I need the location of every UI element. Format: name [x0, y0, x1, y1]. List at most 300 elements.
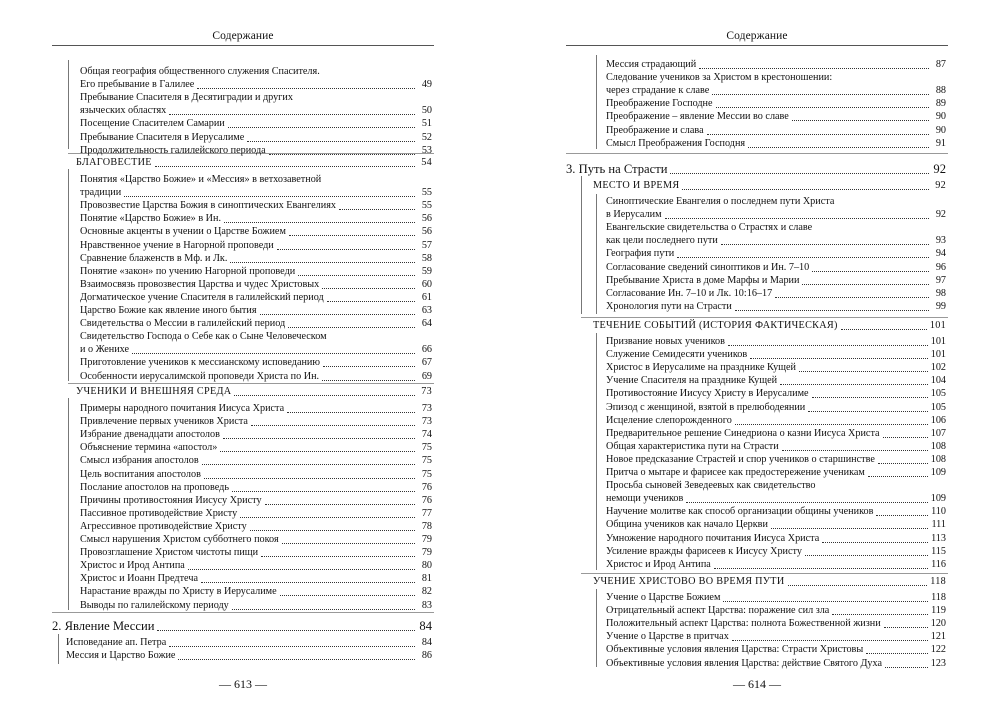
toc-entry — [606, 467, 946, 479]
dot-leader — [716, 107, 929, 108]
toc-entry — [606, 336, 946, 348]
dot-leader — [277, 249, 415, 250]
dot-leader — [202, 464, 415, 465]
toc-entry — [606, 618, 946, 630]
dot-leader — [782, 450, 928, 451]
toc-entry-title: Противостояние Иисусу Христу в Иерусалиме — [606, 388, 809, 400]
toc-entry-title: Понятие «Царство Божие» в Ин. — [80, 213, 222, 225]
page-number: — 614 — — [733, 677, 781, 691]
toc-entry-page: 75 — [421, 442, 432, 454]
toc-entry — [80, 105, 432, 117]
toc-entry-title: Царство Божие как явление иного бытия — [80, 305, 257, 316]
toc-entry — [80, 200, 432, 212]
group-bar — [581, 176, 582, 314]
dot-leader — [339, 209, 415, 210]
toc-entry — [606, 301, 946, 313]
dot-leader — [799, 371, 928, 372]
toc-entry-page: 84 — [421, 637, 432, 648]
dot-leader — [748, 147, 929, 148]
toc-entry — [606, 209, 946, 221]
group-bar — [58, 634, 59, 664]
toc-entry-page: 120 — [930, 618, 946, 630]
toc-entry — [80, 508, 432, 520]
toc-entry-page: 97 — [935, 274, 946, 286]
dot-leader — [327, 301, 415, 302]
toc-entry-page: 76 — [421, 494, 432, 506]
toc-entry-title: Христос и Иоанн Предтеча — [80, 573, 198, 585]
toc-entry-title: немощи учеников — [606, 493, 684, 505]
toc-entry — [80, 521, 432, 533]
toc-entry-title: Предварительное решение Синедриона о казни Иисуса Христа — [606, 427, 880, 439]
toc-entry-title: Эпизод с женщиной, взятой в прелюбодеянии — [606, 401, 806, 413]
toc-entry-title: Служение Семидесяти учеников — [606, 349, 748, 361]
toc-entry-page: 115 — [931, 545, 946, 557]
group-bar — [68, 398, 69, 610]
toc-entry — [80, 279, 432, 291]
toc-entry-page: 106 — [930, 414, 946, 426]
toc-entry — [606, 480, 946, 492]
toc-entry-page: 53 — [421, 144, 432, 156]
toc-entry-title: Взаимосвязь провозвестия Царства и чудес Христовых — [80, 278, 320, 290]
group-bar — [68, 169, 69, 381]
page-number: — 613 — — [219, 677, 267, 691]
dot-leader — [780, 384, 928, 385]
toc-entry — [606, 402, 946, 414]
toc-entry-page: 83 — [421, 599, 432, 611]
toc-entry-page: 55 — [421, 200, 432, 212]
toc-entry-page: 57 — [421, 239, 432, 251]
toc-entry — [606, 546, 946, 558]
toc-entry-title: Исцеление слепорожденного — [606, 414, 732, 426]
group-divider — [581, 573, 948, 574]
dot-leader — [178, 659, 415, 660]
toc-entry-title: Пребывание Спасителя в Иерусалиме — [80, 131, 245, 143]
toc-chapter-entry: 3. Путь на Страсти 92 — [566, 162, 946, 176]
toc-entry-page: 69 — [421, 370, 432, 382]
dot-leader — [735, 424, 928, 425]
toc-entry-title: Преображение и слава — [606, 124, 704, 136]
toc-entry-page: 64 — [421, 318, 432, 330]
toc-entry-title: Понятие «закон» по учению Нагорной проповеди — [80, 265, 296, 277]
toc-entry-title: Свидетельства о Мессии в галилейский период — [80, 318, 286, 330]
toc-entry-title: Согласование сведений синоптиков и Ин. 7–10 — [606, 261, 810, 273]
toc-entry — [80, 145, 432, 157]
toc-entry-title: Христос и Ирод Антипа — [80, 560, 185, 572]
toc-entry-page: 98 — [935, 287, 946, 299]
toc-entry — [606, 559, 946, 571]
toc-entry-title: Примеры народного почитания Иисуса Христа — [80, 403, 285, 414]
toc-entry-title: языческих областях — [80, 105, 167, 117]
toc-entry-page: 81 — [421, 573, 432, 585]
toc-entry-title: Свидетельство Господа о Себе как о Сыне Человеческом — [80, 331, 327, 343]
dot-leader — [812, 271, 929, 272]
toc-entry-page: 76 — [421, 481, 432, 493]
toc-entry — [606, 262, 946, 274]
dot-leader — [232, 609, 415, 610]
dot-leader — [220, 451, 415, 452]
group-bar — [596, 194, 597, 314]
toc-entry — [80, 213, 432, 225]
dot-leader — [250, 530, 415, 531]
toc-entry — [80, 416, 432, 428]
toc-entry-title: Положительный аспект Царства: полнота Божественной жизни — [606, 618, 881, 630]
toc-entry — [80, 344, 432, 356]
group-divider — [566, 153, 948, 154]
group-divider — [52, 612, 434, 613]
toc-entry-title: Согласование Ин. 7–10 и Лк. 10:16–17 — [606, 287, 773, 299]
toc-entry — [80, 442, 432, 454]
toc-entry — [606, 605, 946, 617]
dot-leader — [201, 582, 415, 583]
toc-entry — [606, 196, 946, 208]
toc-entry-title: Провозвестие Царства Божия в синоптических Евангелиях — [80, 200, 336, 212]
toc-entry-page: 87 — [935, 59, 946, 70]
dot-leader — [232, 491, 415, 492]
toc-entry-title: Выводы по галилейскому периоду — [80, 599, 229, 611]
group-divider — [581, 317, 948, 318]
toc-entry-page: 78 — [421, 520, 432, 532]
toc-entry-page: 67 — [421, 357, 432, 369]
toc-entry — [66, 650, 432, 662]
toc-entry — [80, 174, 432, 186]
toc-entry-page: 89 — [935, 98, 946, 110]
header-rule — [52, 45, 434, 46]
toc-entry-page: 109 — [930, 467, 946, 478]
toc-entry-title: Догматическое учение Спасителя в галилейский период — [80, 291, 324, 303]
dot-leader — [884, 627, 928, 628]
dot-leader — [721, 244, 929, 245]
dot-leader — [282, 543, 415, 544]
toc-entry-page: 88 — [935, 85, 946, 97]
toc-section-entry: БЛАГОВЕСТИЕ 54 — [76, 157, 432, 168]
dot-leader — [265, 504, 415, 505]
dot-leader — [322, 288, 415, 289]
toc-entry-page: 73 — [421, 416, 432, 428]
toc-entry — [606, 388, 946, 400]
toc-entry — [606, 288, 946, 300]
dot-leader — [223, 438, 415, 439]
toc-entry — [606, 533, 946, 545]
dot-leader — [686, 502, 927, 503]
toc-entry — [606, 275, 946, 287]
toc-entry-page: 101 — [930, 336, 946, 347]
toc-entry-title: Синоптические Евангелия о последнем пути Христа — [606, 196, 835, 207]
toc-entry — [80, 331, 432, 343]
group-divider — [68, 383, 434, 384]
toc-entry-page: 109 — [930, 493, 946, 505]
toc-entry — [606, 235, 946, 247]
dot-leader — [240, 517, 415, 518]
dot-leader — [169, 646, 415, 647]
dot-leader — [224, 222, 415, 223]
toc-entry-page: 55 — [421, 187, 432, 199]
dot-leader — [707, 134, 929, 135]
dot-leader — [322, 380, 415, 381]
dot-leader — [288, 327, 415, 328]
toc-entry-title: Следование учеников за Христом в крестоношении: — [606, 72, 833, 84]
toc-entry-title: Призвание новых учеников — [606, 336, 725, 347]
toc-entry — [80, 371, 432, 383]
toc-entry-page: 90 — [935, 111, 946, 123]
toc-entry-title: Объективные условия явления Царства: действие Святого Духа — [606, 657, 883, 669]
toc-entry-page: 113 — [931, 532, 946, 544]
toc-entry-title: Приготовление учеников к мессианскому исповеданию — [80, 357, 320, 369]
toc-entry-page: 118 — [931, 592, 946, 603]
toc-entry — [80, 455, 432, 467]
toc-entry-page: 121 — [930, 631, 946, 643]
toc-entry-page: 56 — [421, 226, 432, 238]
toc-entry-page: 111 — [931, 519, 946, 531]
toc-entry — [80, 226, 432, 238]
toc-entry-title: Особенности иерусалимской проповеди Христа по Ин. — [80, 370, 320, 382]
toc-entry — [606, 519, 946, 531]
toc-entry-page: 91 — [935, 137, 946, 149]
dot-leader — [289, 235, 415, 236]
toc-entry — [606, 506, 946, 518]
toc-entry-title: Смысл нарушения Христом субботнего покоя — [80, 534, 279, 545]
toc-entry-title: Просьба сыновей Зеведеевых как свидетельство — [606, 480, 816, 492]
dot-leader — [124, 196, 415, 197]
toc-entry-page: 116 — [931, 558, 946, 570]
toc-entry — [606, 658, 946, 670]
toc-entry-page: 108 — [930, 453, 946, 465]
toc-entry-page: 110 — [931, 506, 946, 518]
toc-entry-page: 107 — [930, 427, 946, 439]
toc-entry-title: как цели последнего пути — [606, 235, 718, 247]
toc-entry — [80, 118, 432, 130]
toc-entry-title: Христос и Ирод Антипа — [606, 558, 711, 570]
dot-leader — [775, 297, 929, 298]
toc-entry-title: Преображение Господне — [606, 98, 713, 110]
toc-entry-title: Мессия страдающий — [606, 59, 697, 70]
toc-entry — [80, 534, 432, 546]
toc-entry-title: Учение о Царстве Божием — [606, 592, 721, 603]
toc-entry — [606, 222, 946, 234]
toc-entry-title: традиции — [80, 187, 122, 199]
toc-entry-title: Основные акценты в учении о Царстве Божием — [80, 226, 286, 238]
toc-entry — [606, 138, 946, 150]
toc-entry-page: 74 — [421, 429, 432, 441]
dot-leader — [728, 345, 928, 346]
toc-entry-page: 73 — [421, 403, 432, 414]
dot-leader — [287, 412, 415, 413]
toc-entry-title: Учение Спасителя на празднике Кущей — [606, 375, 778, 387]
toc-entry — [606, 428, 946, 440]
dot-leader — [712, 94, 929, 95]
toc-entry-title: через страдание к славе — [606, 85, 710, 97]
toc-entry-page: 105 — [930, 388, 946, 400]
toc-entry — [606, 493, 946, 505]
toc-entry — [80, 253, 432, 265]
toc-entry-page: 79 — [421, 547, 432, 559]
dot-leader — [251, 425, 415, 426]
toc-entry-page: 99 — [935, 300, 946, 312]
toc-entry-title: Посещение Спасителем Самарии — [80, 118, 225, 130]
toc-entry-title: Провозглашение Христом чистоты пищи — [80, 547, 259, 559]
toc-entry-page: 79 — [421, 534, 432, 545]
toc-entry-page: 80 — [421, 560, 432, 572]
dot-leader — [802, 284, 929, 285]
toc-entry-title: Продолжительность галилейского периода — [80, 144, 266, 156]
dot-leader — [812, 397, 928, 398]
toc-entry — [606, 631, 946, 643]
dot-leader — [269, 154, 415, 155]
toc-entry-title: Общая характеристика пути на Страсти — [606, 440, 779, 452]
toc-entry — [606, 415, 946, 427]
dot-leader — [883, 437, 928, 438]
toc-entry — [606, 362, 946, 374]
toc-entry — [606, 59, 946, 71]
toc-entry — [606, 248, 946, 260]
toc-chapter-entry: 2. Явление Мессии 84 — [52, 619, 432, 633]
toc-entry-page: 96 — [935, 261, 946, 273]
toc-entry-page: 66 — [421, 344, 432, 356]
toc-entry-title: Послание апостолов на проповедь — [80, 481, 229, 493]
toc-entry-page: 60 — [421, 278, 432, 290]
toc-entry-page: 105 — [930, 401, 946, 413]
toc-entry-title: Объективные условия явления Царства: Страсти Христовы — [606, 644, 864, 656]
dot-leader — [808, 411, 927, 412]
toc-section-entry: УЧЕНИКИ И ВНЕШНЯЯ СРЕДА 73 — [76, 386, 432, 397]
dot-leader — [885, 667, 928, 668]
toc-entry-title: Пассивное противодействие Христу — [80, 507, 238, 519]
toc-entry — [80, 92, 432, 104]
toc-entry-page: 50 — [421, 105, 432, 117]
toc-entry-title: Цель воспитания апостолов — [80, 468, 201, 480]
toc-entry-title: Исповедание ап. Петра — [66, 637, 167, 648]
toc-entry-page: 86 — [421, 650, 432, 662]
toc-entry-title: Отрицательный аспект Царства: поражение сил зла — [606, 605, 830, 617]
toc-entry — [80, 132, 432, 144]
toc-entry-title: Научение молитве как способ организации общины учеников — [606, 506, 874, 518]
toc-entry-title: Избрание двенадцати апостолов — [80, 429, 220, 441]
toc-entry-title: Учение о Царстве в притчах — [606, 631, 729, 643]
toc-entry — [80, 292, 432, 304]
toc-entry — [80, 482, 432, 494]
toc-entry-page: 63 — [421, 305, 432, 316]
toc-entry — [80, 429, 432, 441]
group-bar — [596, 589, 597, 667]
toc-entry — [80, 547, 432, 559]
toc-entry — [80, 66, 432, 78]
dot-leader — [261, 556, 415, 557]
dot-leader — [876, 515, 928, 516]
toc-section-entry: ТЕЧЕНИЕ СОБЫТИЙ (ИСТОРИЯ ФАКТИЧЕСКАЯ) 101 — [593, 320, 946, 331]
toc-entry-page: 49 — [421, 79, 432, 91]
toc-entry — [606, 644, 946, 656]
toc-entry-title: Христос в Иерусалиме на празднике Кущей — [606, 362, 796, 374]
toc-entry — [80, 469, 432, 481]
dot-leader — [665, 218, 929, 219]
toc-entry — [80, 573, 432, 585]
toc-section-entry: УЧЕНИЕ ХРИСТОВО ВО ВРЕМЯ ПУТИ 118 — [593, 576, 946, 587]
toc-entry-page: 90 — [935, 124, 946, 136]
toc-entry-title: Евангельские свидетельства о Страстях и славе — [606, 222, 813, 234]
toc-entry — [80, 187, 432, 199]
toc-entry-title: Преображение – явление Мессии во славе — [606, 111, 789, 123]
toc-entry-page: 119 — [931, 605, 946, 617]
toc-entry-page: 102 — [930, 362, 946, 374]
toc-entry-title: Нравственное учение в Нагорной проповеди — [80, 239, 274, 251]
dot-leader — [866, 653, 928, 654]
toc-entry-title: Мессия и Царство Божие — [66, 650, 176, 662]
dot-leader — [878, 463, 928, 464]
toc-entry-page: 58 — [421, 252, 432, 264]
toc-entry-title: Усиление вражды фарисеев к Иисусу Христу — [606, 545, 802, 557]
toc-entry — [606, 125, 946, 137]
toc-entry-page: 94 — [935, 248, 946, 260]
toc-entry — [80, 79, 432, 91]
toc-entry — [80, 318, 432, 330]
toc-entry-page: 93 — [935, 235, 946, 247]
dot-leader — [228, 127, 415, 128]
toc-entry — [80, 560, 432, 572]
dot-leader — [260, 314, 415, 315]
dot-leader — [868, 476, 928, 477]
toc-entry — [80, 357, 432, 369]
toc-entry-title: Понятия «Царство Божие» и «Мессия» в ветхозаветной — [80, 174, 322, 185]
toc-section-entry: МЕСТО И ВРЕМЯ 92 — [593, 180, 946, 191]
toc-entry-page: 92 — [935, 209, 946, 221]
dot-leader — [169, 114, 415, 115]
toc-entry-page: 59 — [421, 265, 432, 277]
toc-entry-title: Пребывание Спасителя в Десятиградии и других — [80, 92, 293, 104]
toc-entry — [606, 454, 946, 466]
toc-entry-title: в Иерусалим — [606, 209, 662, 221]
toc-entry-title: Причины противостояния Иисусу Христу — [80, 494, 262, 506]
toc-entry — [80, 305, 432, 317]
dot-leader — [132, 353, 415, 354]
toc-entry-page: 104 — [930, 375, 946, 387]
dot-leader — [832, 614, 928, 615]
right-page — [500, 0, 1000, 724]
toc-entry — [606, 72, 946, 84]
toc-entry-title: Пребывание Христа в доме Марфы и Марии — [606, 274, 800, 286]
toc-entry-page: 75 — [421, 455, 432, 467]
dot-leader — [298, 275, 415, 276]
dot-leader — [792, 120, 929, 121]
toc-entry — [80, 403, 432, 415]
toc-entry — [606, 592, 946, 604]
dot-leader — [735, 310, 929, 311]
toc-entry-page: 122 — [930, 644, 946, 656]
dot-leader — [197, 88, 415, 89]
dot-leader — [280, 595, 415, 596]
toc-entry-page: 56 — [421, 213, 432, 225]
toc-entry — [80, 600, 432, 612]
dot-leader — [714, 568, 928, 569]
toc-entry-title: Притча о мытаре и фарисее как предостережение ученикам — [606, 467, 865, 478]
dot-leader — [188, 569, 415, 570]
running-header: Содержание — [212, 30, 274, 42]
toc-entry-title: Нарастание вражды по Христу в Иерусалиме — [80, 586, 277, 598]
dot-leader — [750, 358, 928, 359]
toc-entry-page: 51 — [421, 118, 432, 130]
toc-entry-title: Агрессивное противодействие Христу — [80, 520, 247, 532]
toc-entry — [80, 240, 432, 252]
toc-entry-page: 108 — [930, 440, 946, 452]
toc-entry — [606, 98, 946, 110]
toc-entry-title: и о Женихе — [80, 344, 130, 356]
toc-entry — [606, 441, 946, 453]
toc-entry-title: Его пребывание в Галилее — [80, 79, 195, 91]
toc-entry — [606, 349, 946, 361]
dot-leader — [732, 640, 928, 641]
toc-entry — [606, 375, 946, 387]
toc-entry-page: 123 — [930, 657, 946, 669]
toc-entry-title: Община учеников как начало Церкви — [606, 519, 768, 531]
dot-leader — [677, 257, 929, 258]
